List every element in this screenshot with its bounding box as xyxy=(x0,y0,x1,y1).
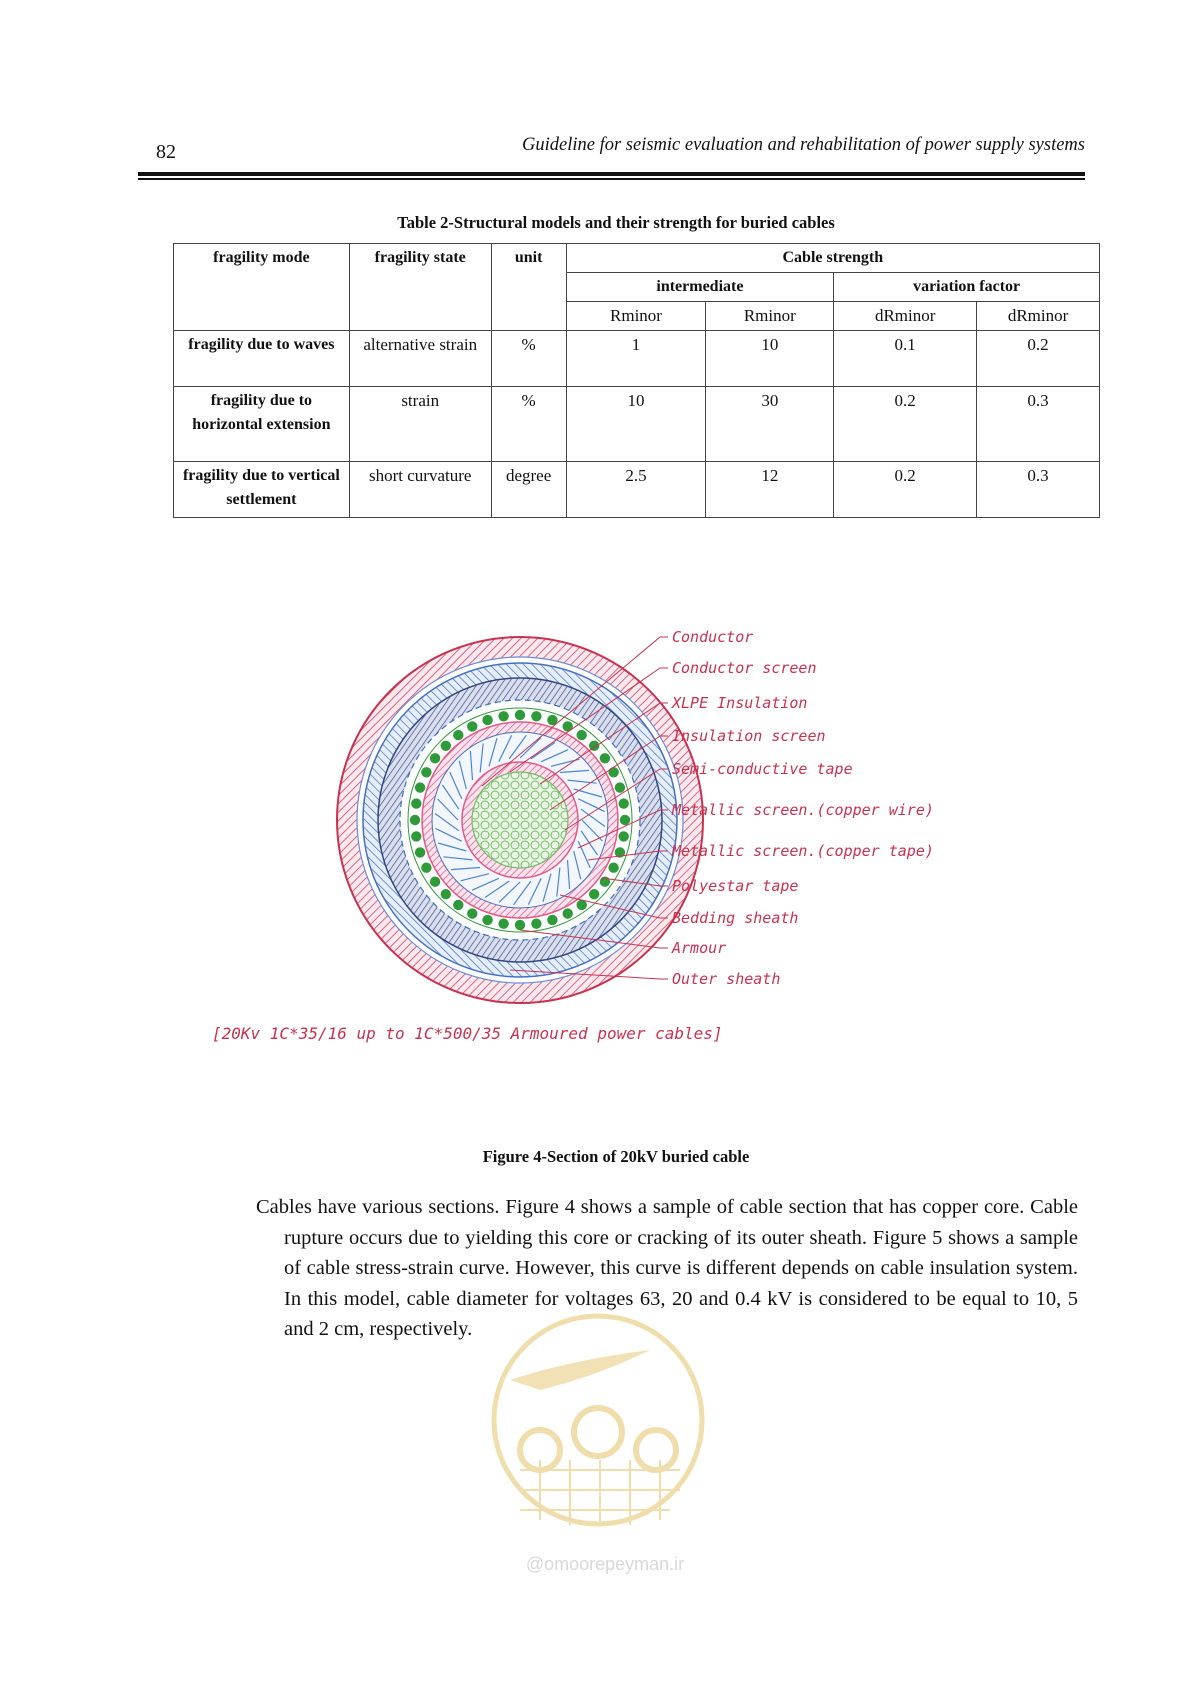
row-value: 0.1 xyxy=(834,331,977,387)
label-bedding-sheath: Bedding sheath xyxy=(672,909,799,927)
table-row xyxy=(174,462,1100,518)
copper-wire-dot xyxy=(467,908,477,918)
watermark-swoosh xyxy=(510,1350,650,1390)
copper-wire-dot xyxy=(589,889,599,899)
copper-wire-dot xyxy=(515,920,525,930)
header-fragility-state: fragility state xyxy=(349,244,491,331)
label-insulation-screen: Insulation screen xyxy=(672,727,826,745)
header-rule-thin xyxy=(138,178,1085,180)
row-value: 12 xyxy=(706,462,834,518)
row-value: 0.2 xyxy=(834,462,977,518)
watermark-gears xyxy=(520,1408,676,1470)
row-state: short curvature xyxy=(349,462,491,518)
copper-wire-dot xyxy=(415,782,425,792)
row-value: 2.5 xyxy=(566,462,706,518)
copper-wire-dot xyxy=(608,767,618,777)
copper-wire-dot xyxy=(620,815,630,825)
copper-wire-dot xyxy=(430,753,440,763)
copper-wire-dot xyxy=(577,730,587,740)
watermark-site: @omoorepeyman.ir xyxy=(525,1554,685,1574)
copper-wire-dot xyxy=(498,711,508,721)
row-mode: fragility due to vertical settlement xyxy=(174,462,350,518)
label-conductor: Conductor xyxy=(672,628,754,646)
subheader-cell: dRminor xyxy=(977,302,1100,331)
copper-wire-dot xyxy=(441,889,451,899)
copper-wire-dot xyxy=(515,710,525,720)
copper-wire-dot xyxy=(467,721,477,731)
copper-wire-dot xyxy=(563,908,573,918)
copper-wire-dot xyxy=(482,915,492,925)
subheader-cell: Rminor xyxy=(566,302,706,331)
copper-wire-dot xyxy=(482,715,492,725)
strength-table xyxy=(173,243,1100,518)
header-variation-factor: variation factor xyxy=(834,273,1100,302)
label-semi-conductive-tape: Semi-conductive tape xyxy=(672,760,853,778)
row-value: 1 xyxy=(566,331,706,387)
label-polyestar-tape: Polyestar tape xyxy=(672,877,799,895)
copper-wire-dot xyxy=(531,711,541,721)
row-value: 30 xyxy=(706,387,834,462)
copper-wire-dot xyxy=(453,900,463,910)
copper-wire-dot xyxy=(547,915,557,925)
header-rule-thick xyxy=(138,172,1085,176)
row-mode: fragility due to horizontal extension xyxy=(174,387,350,462)
page-number: 82 xyxy=(156,141,176,163)
figure-subtitle: [20Kv 1C*35/16 up to 1C*500/35 Armoured power cables] xyxy=(212,1024,723,1043)
subheader-cell: dRminor xyxy=(834,302,977,331)
table-row xyxy=(174,387,1100,462)
label-armour: Armour xyxy=(672,939,727,957)
row-unit: degree xyxy=(491,462,566,518)
table-caption: Table 2-Structural models and their strength for buried cables xyxy=(397,213,835,232)
row-mode: fragility due to waves xyxy=(174,331,350,387)
copper-wire-dot xyxy=(615,782,625,792)
row-unit: % xyxy=(491,387,566,462)
row-value: 10 xyxy=(566,387,706,462)
label-metallic-screen-tape: Metallic screen.(copper tape) xyxy=(672,842,934,860)
row-unit: % xyxy=(491,331,566,387)
row-value: 0.3 xyxy=(977,462,1100,518)
header-cable-strength: Cable strength xyxy=(566,244,1099,273)
label-conductor-screen: Conductor screen xyxy=(672,659,817,677)
watermark-logo xyxy=(480,1320,730,1580)
copper-wire-dot xyxy=(411,831,421,841)
conductor-core xyxy=(472,772,568,868)
watermark-ring xyxy=(494,1316,702,1524)
row-value: 0.3 xyxy=(977,387,1100,462)
row-value: 0.2 xyxy=(977,331,1100,387)
copper-wire-dot xyxy=(619,831,629,841)
cable-section-figure xyxy=(212,628,1020,1120)
copper-wire-dot xyxy=(411,798,421,808)
copper-wire-dot xyxy=(453,730,463,740)
row-state: strain xyxy=(349,387,491,462)
copper-wire-dot xyxy=(498,919,508,929)
label-metallic-screen-wire: Metallic screen.(copper wire) xyxy=(672,801,934,819)
figure-caption: Figure 4-Section of 20kV buried cable xyxy=(482,1147,750,1166)
row-value: 10 xyxy=(706,331,834,387)
copper-wire-dot xyxy=(608,863,618,873)
copper-wire-dot xyxy=(410,815,420,825)
running-header: Guideline for seismic evaluation and rehabilitation of power supply systems xyxy=(522,135,1085,155)
paragraph-text: Cables have various sections. Figure 4 shows a sample of cable section that has copper core. Cable rupture occurs due to yielding this core or cracking of its outer sheath. Figure 5 shows a sample of cable stress-strain curve. However, this curve is different depends on cable insulation system. In this model, cable diameter for voltages 63, 20 and 0.4 kV is considered to be equal to 10, 5 and 2 cm, respectively. xyxy=(256,1196,1078,1340)
cable-layers xyxy=(337,637,703,1003)
label-xlpe-insulation: XLPE Insulation xyxy=(672,694,808,712)
subheader-cell: Rminor xyxy=(706,302,834,331)
copper-wire-dot xyxy=(430,877,440,887)
copper-wire-dot xyxy=(619,798,629,808)
row-state: alternative strain xyxy=(349,331,491,387)
copper-wire-dot xyxy=(421,767,431,777)
copper-wire-dot xyxy=(531,919,541,929)
label-outer-sheath: Outer sheath xyxy=(672,970,781,988)
copper-wire-dot xyxy=(441,741,451,751)
copper-wire-dot xyxy=(421,863,431,873)
header-intermediate: intermediate xyxy=(566,273,834,302)
header-fragility-mode: fragility mode xyxy=(174,244,350,331)
header-unit: unit xyxy=(491,244,566,331)
row-value: 0.2 xyxy=(834,387,977,462)
copper-wire-dot xyxy=(415,847,425,857)
table-row xyxy=(174,331,1100,387)
copper-wire-dot xyxy=(600,753,610,763)
